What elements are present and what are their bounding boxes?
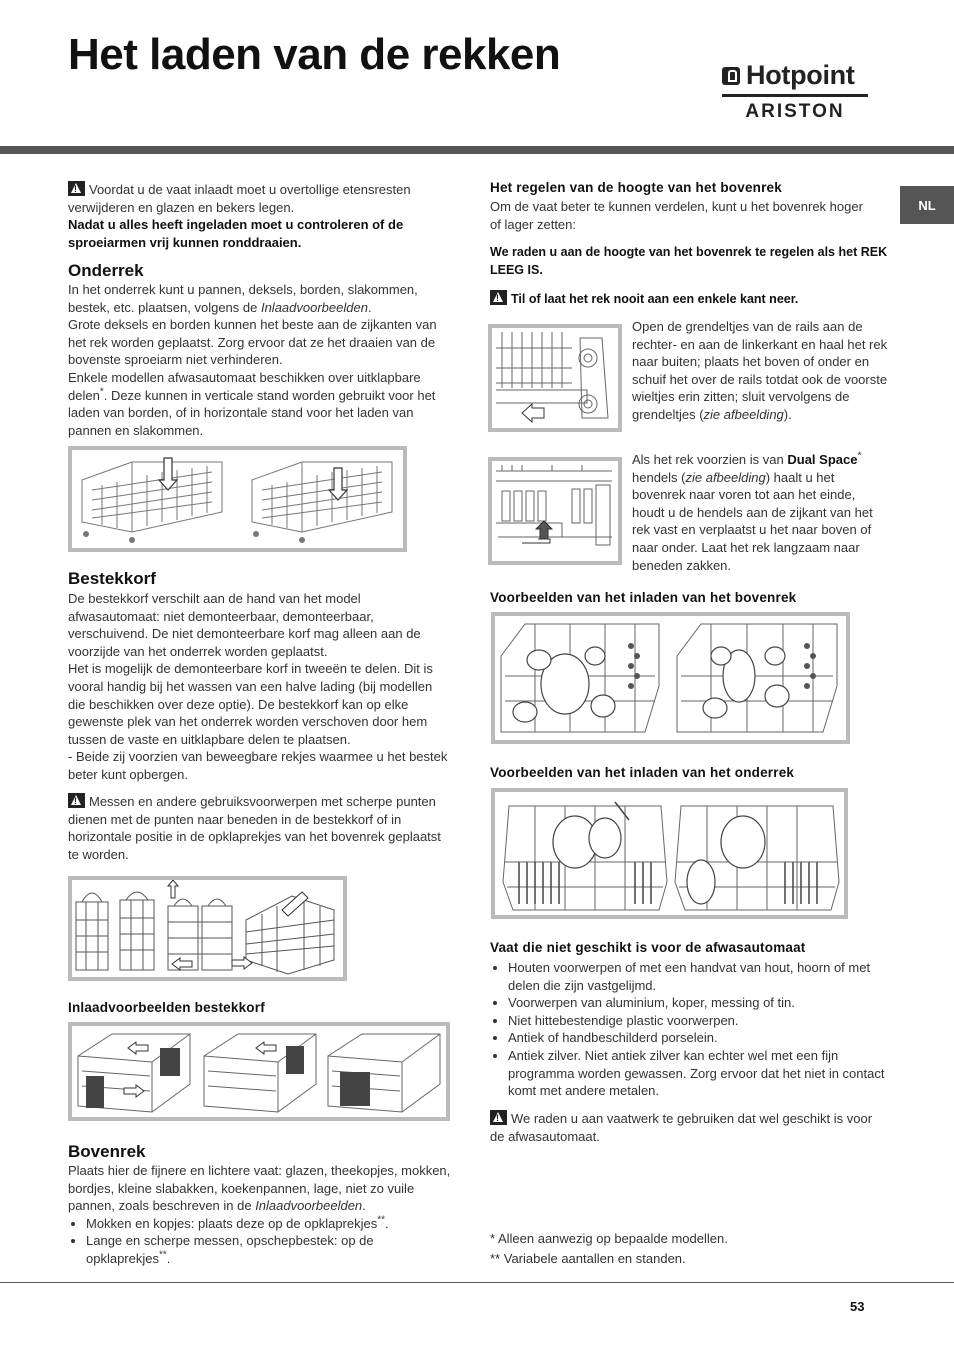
warning-triangle-icon <box>490 290 507 305</box>
bovenrek-b2: Lange en scherpe messen, opschepbestek: op de opklaprekjes <box>86 1233 374 1266</box>
bovenrek-p1-a: Plaats hier de fijnere en lichtere vaat: glazen, theekopjes, mokken, bordjes, kleine slabakken, koekenpannen, lage, niet zo vuile pannen, zoals beschreven in de <box>68 1163 451 1214</box>
brand-logo <box>722 60 868 123</box>
fig2-text-a: Als het rek voorzien is van <box>632 452 788 467</box>
regelen-p1: Om de vaat beter te kunnen verdelen, kunt u het bovenrek hoger of lager zetten: <box>490 199 863 232</box>
list-item <box>86 1232 456 1267</box>
fig2-text-b: hendels ( <box>632 469 686 485</box>
bovenrek-b2-end: . <box>166 1250 171 1266</box>
page-title: Het laden van de rekken <box>68 30 561 79</box>
footer-divider <box>0 1282 954 1283</box>
cutlery-basket-illustration <box>72 880 343 977</box>
footnote2-mark: ** <box>490 1250 501 1266</box>
fig2-text <box>632 451 890 574</box>
hotpoint-logo-icon <box>722 67 740 85</box>
voorbeelden-onder-heading: Voorbeelden van het inladen van het onderrek <box>490 765 795 780</box>
footnote1-text: Alleen aanwezig op bepaalde modellen. <box>497 1231 728 1246</box>
fig1-text <box>632 318 890 424</box>
final-warning <box>490 1110 885 1145</box>
upper-rack-examples-illustration <box>495 616 846 740</box>
onderrek-p3-sup: * <box>99 386 104 398</box>
voorbeelden-boven-heading: Voorbeelden van het inladen van het bovenrek <box>490 590 797 605</box>
header-divider <box>0 146 954 154</box>
bovenrek-b1-sup: ** <box>377 1214 386 1226</box>
intro-warning-text: Voordat u de vaat inlaadt moet u overtollige etensresten verwijderen en glazen en bekers legen. <box>68 182 411 215</box>
bestekkorf-p1: De bestekkorf verschilt aan de hand van het model afwasautomaat: niet demonteerbaar, demonteerbaar, verschuivend. De niet demonteerbare korf mag alleen aan de voorzijde van het onderrek worden geplaatst. <box>68 591 421 659</box>
dual-space-illustration <box>492 461 618 561</box>
onderrek-heading: Onderrek <box>68 261 144 280</box>
rail-figure <box>488 324 622 432</box>
page-number: 53 <box>850 1299 865 1314</box>
fig1-text-a: Open de grendeltjes van de rails aan de rechter- en aan de linkerkant en haal het rek naar buiten; plaats het boven of onder en schuif het over de rails totdat ook de voorste wieltjes erin zitten; sluit vervolgens de grendeltjes ( <box>632 319 888 422</box>
fig2-text-c: ) haalt u het bovenrek naar voren tot aan het einde, houdt u de hendels aan de zijkant van het rek vast en verplaatst u het naar boven of naar onder. Laat het rek langzaam naar beneden zakken. <box>632 469 873 573</box>
inlaad-figure <box>68 1022 450 1121</box>
bovenrek-examples-figure <box>491 612 850 744</box>
basket-examples-illustration <box>72 1026 446 1117</box>
list-item: • Niet hittebestendige plastic voorwerpen. <box>508 1012 885 1030</box>
onderrek-figure <box>68 446 407 552</box>
lower-rack-illustration <box>72 450 403 548</box>
list-item: • Antiek zilver. Niet antiek zilver kan echter wel met een fijn programma worden gewassen. Zorg ervoor dat het niet in contact komt met andere metalen. <box>508 1047 885 1100</box>
onderrek-p1-em: Inlaadvoorbeelden <box>260 299 368 315</box>
bestekkorf-p3: - Beide zij voorzien van beweegbare rekjes waarmee u het bestek beter kunt opbergen. <box>68 749 448 782</box>
fig2-text-em: zie afbeelding <box>685 469 766 485</box>
brand-bottom: ARISTON <box>745 101 845 122</box>
bovenrek-b2-sup: ** <box>159 1249 167 1261</box>
brand-top: Hotpoint <box>746 60 855 90</box>
regelen-heading: Het regelen van de hoogte van het bovenrek <box>490 180 782 195</box>
footnotes <box>490 1230 885 1267</box>
final-warning-text: We raden u aan vaatwerk te gebruiken dat wel geschikt is voor de afwasautomaat. <box>490 1111 873 1144</box>
bovenrek-text <box>68 1162 456 1268</box>
onderrek-examples-figure <box>491 788 848 919</box>
regelen-warning <box>490 290 890 309</box>
bestekkorf-text <box>68 590 453 784</box>
inlaad-heading: Inlaadvoorbeelden bestekkorf <box>68 1000 265 1015</box>
bestekkorf-warning <box>68 793 453 863</box>
bestekkorf-p2: Het is mogelijk de demonteerbare korf in tweeën te delen. Dit is vooral handig bij het wassen van een halve lading (bij modellen die beschikken over deze optie). De bestekkorf kan op elke gewenste plek van het onderrek worden verschoven door hem tussen de vaste en uitklapbare delen te plaatsen. <box>68 661 433 747</box>
onderrek-text <box>68 281 456 439</box>
list-item: • Houten voorwerpen of met een handvat van hout, hoorn of met delen die zijn vastgelijmd. <box>508 959 885 994</box>
fig1-text-b: ). <box>783 406 792 422</box>
regelen-text <box>490 198 870 233</box>
onderrek-p2: Grote deksels en borden kunnen het beste aan de zijkanten van het rek worden geplaatst. Zorg ervoor dat ze het draaien van de bovenste sproeiarm niet verhinderen. <box>68 317 437 368</box>
footnote2-text: Variabele aantallen en standen. <box>503 1250 686 1266</box>
niet-geschikt-heading: Vaat die niet geschikt is voor de afwasautomaat <box>490 940 806 955</box>
fig2-text-bold: Dual Space <box>787 452 858 467</box>
regelen-bold: We raden u aan de hoogte van het bovenrek te regelen als het REK LEEG IS. <box>490 245 888 277</box>
warning-triangle-icon <box>490 1110 507 1125</box>
intro-bold-text: Nadat u alles heeft ingeladen moet u controleren of de sproeiarmen vrij kunnen ronddraaien. <box>68 217 404 250</box>
regelen-bold-block <box>490 243 895 279</box>
bovenrek-p1-b: . <box>362 1198 366 1214</box>
warning-triangle-icon <box>68 181 85 196</box>
intro-block <box>68 181 453 251</box>
warning-triangle-icon <box>68 793 85 808</box>
bovenrek-p1-em: Inlaadvoorbeelden <box>255 1198 363 1214</box>
bovenrek-heading: Bovenrek <box>68 1142 146 1161</box>
list-item: • Voorwerpen van aluminium, koper, messing of tin. <box>508 994 885 1012</box>
language-tab: NL <box>900 186 954 224</box>
rail-illustration <box>492 328 618 428</box>
footnote1-mark: * <box>490 1231 496 1246</box>
bovenrek-list <box>68 1215 456 1268</box>
fig2-text-sup: * <box>857 450 862 462</box>
onderrek-p3-b: . Deze kunnen in verticale stand worden gebruikt voor het laden van borden, of in horizontale stand voor het laden van pannen en slakommen. <box>68 387 436 438</box>
onderrek-p3-a: Enkele modellen afwasautomaat beschikken over uitklapbare delen <box>68 369 421 403</box>
lower-rack-examples-illustration <box>495 792 844 915</box>
bovenrek-b1-end: . <box>385 1215 389 1231</box>
fig1-text-em: zie afbeelding <box>703 406 784 422</box>
dual-space-figure <box>488 457 622 565</box>
onderrek-p1-a: In het onderrek kunt u pannen, deksels, borden, slakommen, bestek, etc. plaatsen, volgens de <box>68 282 418 315</box>
bestekkorf-heading: Bestekkorf <box>68 569 156 588</box>
list-item: • Antiek of handbeschilderd porselein. <box>508 1029 885 1047</box>
bestekkorf-figure <box>68 876 347 981</box>
bestekkorf-warning-text: Messen en andere gebruiksvoorwerpen met scherpe punten dienen met de punten naar beneden in de bestekkorf of in horizontale positie in de opklaprekjes van het bovenrek geplaatst te worden. <box>68 794 441 862</box>
regelen-warning-text: Til of laat het rek nooit aan een enkele kant neer. <box>511 292 799 306</box>
niet-geschikt-list-block <box>490 959 885 1100</box>
list-item <box>86 1215 456 1233</box>
niet-geschikt-list <box>490 959 885 1100</box>
bovenrek-b1: Mokken en kopjes: plaats deze op de opklaprekjes <box>86 1215 378 1231</box>
onderrek-p1-b: . <box>367 299 372 315</box>
